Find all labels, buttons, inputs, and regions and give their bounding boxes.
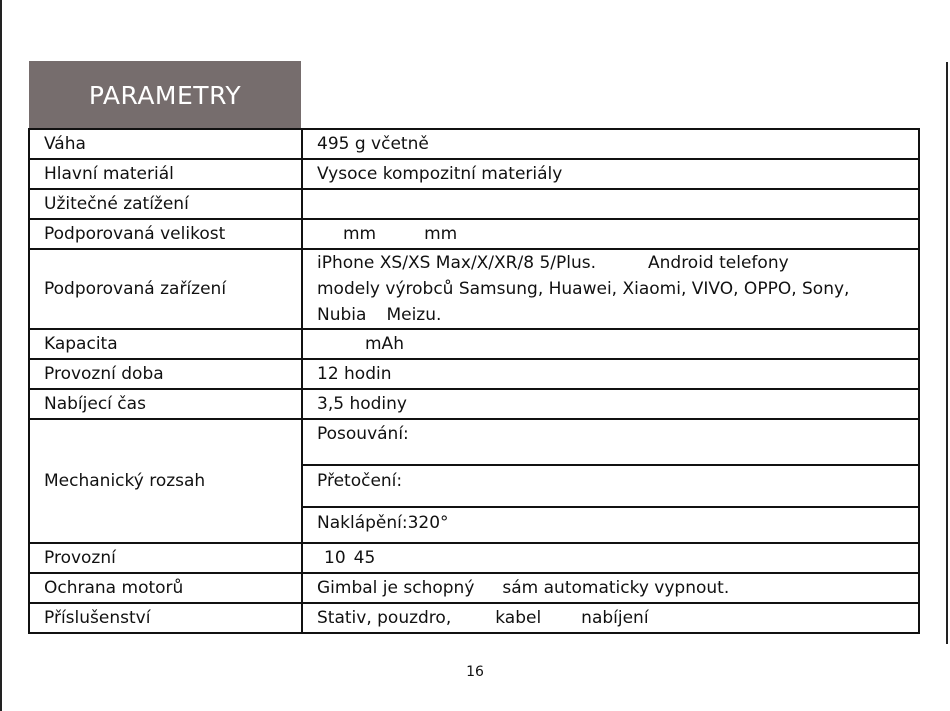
table-row xyxy=(29,219,919,249)
row-label: Kapacita xyxy=(29,329,302,359)
table-row xyxy=(29,159,919,189)
table-row xyxy=(29,419,919,543)
pan-range: Posouvání: xyxy=(317,424,409,444)
page-left-border xyxy=(0,0,2,711)
accessories-b: kabel xyxy=(495,608,542,628)
row-label: Ochrana motorů xyxy=(29,573,302,603)
row-label: Užitečné zatížení xyxy=(29,189,302,219)
row-label: Váha xyxy=(29,129,302,159)
row-label: Hlavní materiál xyxy=(29,159,302,189)
table-row xyxy=(29,543,919,573)
devices-line1b: Android telefony xyxy=(648,253,789,273)
row-value xyxy=(302,603,919,633)
accessories-c: nabíjení xyxy=(581,608,649,628)
row-label: Nabíjecí čas xyxy=(29,389,302,419)
roll-range: Přetočení: xyxy=(303,464,920,506)
row-label: Provozní doba xyxy=(29,359,302,389)
table-row xyxy=(29,329,919,359)
row-label: Podporovaná velikost xyxy=(29,219,302,249)
section-title: PARAMETRY xyxy=(29,61,301,128)
row-value xyxy=(302,249,919,329)
row-value xyxy=(302,543,919,573)
page-right-border xyxy=(946,62,948,644)
table-row xyxy=(29,129,919,159)
row-value: 12 hodin xyxy=(302,359,919,389)
row-label: Mechanický rozsah xyxy=(29,419,302,543)
table-row xyxy=(29,359,919,389)
parameters-table xyxy=(28,128,920,634)
motor-protection-a: Gimbal je schopný xyxy=(317,578,475,598)
table-row xyxy=(29,389,919,419)
size-unit-a: mm xyxy=(343,224,377,244)
row-value xyxy=(302,189,919,219)
table-row xyxy=(29,189,919,219)
devices-line3a: Nubia xyxy=(317,305,367,325)
row-label: Provozní xyxy=(29,543,302,573)
tilt-range: Naklápění:320° xyxy=(303,506,920,542)
row-value xyxy=(302,219,919,249)
motor-protection-b: sám automaticky vypnout. xyxy=(502,578,730,598)
devices-line3b: Meizu. xyxy=(386,305,442,325)
row-value xyxy=(302,329,919,359)
devices-line2: modely výrobců Samsung, Huawei, Xiaomi, VIVO, OPPO, Sony, xyxy=(317,279,850,299)
table-row xyxy=(29,573,919,603)
capacity-unit: mAh xyxy=(365,334,404,354)
row-value: Vysoce kompozitní materiály xyxy=(302,159,919,189)
devices-line1a: iPhone XS/XS Max/X/XR/8 5/Plus. xyxy=(317,253,596,273)
row-label: Příslušenství xyxy=(29,603,302,633)
temp-min: 10 xyxy=(324,548,346,568)
row-value xyxy=(302,573,919,603)
page-number: 16 xyxy=(466,664,484,680)
table-row xyxy=(29,603,919,633)
size-unit-b: mm xyxy=(424,224,458,244)
accessories-a: Stativ, pouzdro, xyxy=(317,608,452,628)
row-value: 3,5 hodiny xyxy=(302,389,919,419)
temp-max: 45 xyxy=(353,548,376,568)
row-label: Podporovaná zařízení xyxy=(29,249,302,329)
row-value xyxy=(302,419,919,543)
table-row xyxy=(29,249,919,329)
row-value: 495 g včetně xyxy=(302,129,919,159)
